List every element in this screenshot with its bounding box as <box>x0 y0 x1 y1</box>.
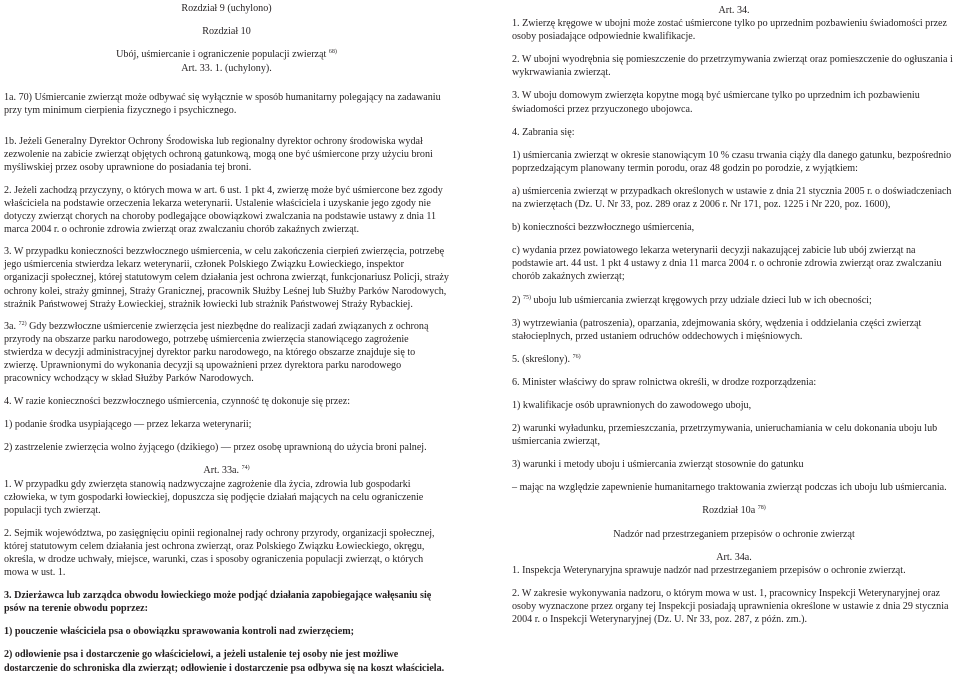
art-33-par-4-item-1: 1) podanie środka usypiającego — przez lekarza weterynarii; <box>4 419 252 431</box>
art-33a-par-3: 3. Dzierżawca lub zarządca obwodu łowieckiego może podjąć działania zapobiegające wałęsaniu się psów na terenie obwodu poprzez: <box>4 590 432 615</box>
art-33-par-4-item-2: 2) zastrzelenie zwierzęcia wolno żyjącego (dzikiego) — przez osobę uprawnioną do użycia broni palnej. <box>4 442 427 454</box>
art-34a-par-1: 1. Inspekcja Weterynaryjna sprawuje nadzór nad przestrzeganiem przepisów o ochronie zwierząt. <box>512 564 906 576</box>
art-34-par-6-item-3: 3) warunki i metody uboju i uśmiercania zwierząt stosownie do gatunku <box>512 459 804 471</box>
art-34-par-4-item-3: 3) wytrzewiania (patroszenia), oparzania, zdejmowania skóry, wędzenia i oddzielania części zwierząt stałocieplnych, przed ustaniem odruchów oddechowych i mięśniowych. <box>512 317 922 342</box>
art-33-par-3a: 3a. $^{72)}$ Gdy bezzwłoczne uśmiercenie zwierzęcia jest niezbędne do realizacji zadań związanych z ochroną przyrody na obszarze parku narodowego, potrzebę uśmiercenia zwierzęcia stanowiącego zagrożenie stwierdza w decyzji administracyjnej dyrektor parku narodowego, na którego obszarze znajduje się to zwierzę. Uprawnionymi do wykonania decyzji są upoważnieni przez dyrektora parku narodowego pracownicy wchodzący w skład Służby Parków Narodowych. <box>4 320 429 385</box>
footnote-ref: 76) <box>572 353 581 360</box>
art-34-par-4-item-c: c) wydania przez powiatowego lekarza weterynarii decyzji nakazującej zabicie lub ubój zwierząt na podstawie art. 44 ust. 1 pkt 4 ustawy z dnia 11 marca 2004 r. o ochronie zdrowia zwierząt oraz zwalczaniu chorób zakaźnych zwierząt; <box>512 245 942 283</box>
art-34-par-2: 2. W ubojni wyodrębnia się pomieszczenie do przetrzymywania zwierząt oraz pomieszczenie do ogłuszania i wykrwawiania zwierząt. <box>512 54 953 79</box>
art-34-par-6-item-2: 2) warunki wyładunku, przemieszczania, przetrzymywania, unieruchamiania w celu dokonania uboju lub uśmiercania zwierząt, <box>512 423 938 448</box>
right-column <box>512 0 956 626</box>
art-33-par-1b: 1b. Jeżeli Generalny Dyrektor Ochrony Środowiska lub regionalny dyrektor ochrony środowiska wydał zezwolenie na zabicie zwierząt objętych ochroną gatunkową, mogą one być uśmiercone przy użyciu broni myśliwskiej przez osoby uprawnione do posiadania tej broni. <box>4 135 433 173</box>
chapter-10a-heading: Rozdział 10a $^{78)}$ <box>702 505 766 517</box>
art-33-par-3: 3. W przypadku konieczności bezzwłocznego uśmiercenia, w celu zakończenia cierpień zwierzęcia, potrzebę jego uśmiercenia stwierdza lekarz weterynarii, członek Polskiego Związku Łowieckiego, inspektor organizacji społecznej, której statutowym celem działania jest ochrona zwierząt, funkcjonariusz Policji, straży ochrony kolei, straży gminnej, Straży Granicznej, pracownik Służby Leśnej lub Służby Parków Narodowych, strażnik Państwowej Straży Łowieckiej, strażnik łowiecki lub strażnik Państwowej Straży Rybackiej. <box>4 246 449 310</box>
art-33-heading: Art. 33. 1. (uchylony). <box>181 63 272 75</box>
art-34a-par-2: 2. W zakresie wykonywania nadzoru, o którym mowa w ust. 1, pracownicy Inspekcji Weterynaryjnej oraz osoby wyznaczone przez organy tej Inspekcji posiadają uprawnienia określone w ustawie z dnia 29 stycznia 2004 r. o Inspekcji Weterynaryjnej (Dz. U. Nr 33, poz. 287, z późn. zm.). <box>512 587 949 625</box>
art-34-par-1: 1. Zwierzę kręgowe w ubojni może zostać uśmiercone tylko po uprzednim pozbawieniu świadomości przez osoby posiadające odpowiednie kwalifikacje. <box>512 18 948 43</box>
art-33-par-2: 2. Jeżeli zachodzą przyczyny, o których mowa w art. 6 ust. 1 pkt 4, zwierzę może być uśmiercone bez zgody właściciela na podstawie orzeczenia lekarza weterynarii. Ustalenie właściciela i uzyskanie jego zgody nie dotyczy zwierząt chorych na choroby podlegające obowiązkowi zwalczania na podstawie ustawy z dnia 11 marca 2004 r. o ochronie zdrowia zwierząt oraz zwalczaniu chorób zakaźnych zwierząt. <box>4 184 443 236</box>
art-34-par-5: 5. (skreślony). $^{76)}$ <box>512 353 581 365</box>
art-33a-par-2: 2. Sejmik województwa, po zasięgnięciu opinii regionalnej rady ochrony przyrody, organizacji społecznej, której statutowym celem działania jest ochrona zwierząt, oraz Polskiego Związku Łowieckiego, okręgu, określa, w drodze uchwały, miejsce, warunki, czas i sposoby ograniczenia populacji zwierząt, o których mowa w ust. 1. <box>4 527 435 579</box>
art-34-par-4-item-2: 2) $^{75)}$ uboju lub uśmiercania zwierząt kręgowych przy udziale dzieci lub w ich obecności; <box>512 294 872 306</box>
art-34-par-3: 3. W uboju domowym zwierzęta kopytne mogą być uśmiercane tylko po uprzednim ich pozbawieniu świadomości przez przyuczonego ubojowca. <box>512 90 920 115</box>
art-34-par-6-item-1: 1) kwalifikacje osób uprawnionych do zawodowego uboju, <box>512 399 752 411</box>
footnote-ref: 74) <box>241 465 250 472</box>
art-34-heading: Art. 34. <box>718 5 750 16</box>
art-34-par-4-item-b: b) konieczności bezzwłocznego uśmiercenia, <box>512 222 695 234</box>
art-33-par-4: 4. W razie konieczności bezzwłocznego uśmiercenia, czynność tę dokonuje się przez: <box>4 396 351 408</box>
chapter-10-title: Ubój, uśmiercanie i ograniczenie populacji zwierząt $^{68)}$ <box>116 49 337 61</box>
art-33a-par-3-item-2: 2) odłowienie psa i dostarczenie go właścicielowi, a jeżeli ustalenie tej osoby nie jest możliwe dostarczenie do schroniska dla zwierząt; odłowienie i dostarczenie psa odbywa się na koszt właściciela. <box>4 649 445 674</box>
left-column <box>4 0 449 675</box>
art-34-par-6: 6. Minister właściwy do spraw rolnictwa określi, w drodze rozporządzenia: <box>512 376 817 388</box>
art-33a-par-1: 1. W przypadku gdy zwierzęta stanowią nadzwyczajne zagrożenie dla życia, zdrowia lub gospodarki człowieka, w tym gospodarki łowieckiej, dopuszcza się podjęcie działań mających na celu ograniczenie populacji tych zwierząt. <box>4 478 424 516</box>
footnote-ref: 68) <box>328 49 337 56</box>
chapter-10a-title: Nadzór nad przestrzeganiem przepisów o ochronie zwierząt <box>613 528 855 540</box>
art-33a-par-3-item-1: 1) pouczenie właściciela psa o obowiązku sprawowania kontroli nad zwierzęciem; <box>4 626 354 638</box>
art-34-par-4: 4. Zabrania się: <box>512 126 575 138</box>
art-34-par-4-item-a: a) uśmiercenia zwierząt w przypadkach określonych w ustawie z dnia 21 stycznia 2005 r. o doświadczeniach na zwierzętach (Dz. U. Nr 33, poz. 289 oraz z 2006 r. Nr 171, poz. 1225 i Nr 220, poz. 1600), <box>512 185 952 211</box>
art-34-par-4-item-1: 1) uśmiercania zwierząt w okresie stanowiącym 10 % czasu trwania ciąży dla danego gatunku, bezpośrednio poprzedzającym planowany termin porodu, oraz 48 godzin po porodzie, z wyjątkiem: <box>512 149 952 174</box>
art-34-par-6-closing: – mając na względzie zapewnienie humanitarnego traktowania zwierząt podczas ich uboju lub uśmiercania. <box>512 482 947 494</box>
art-33-par-1a: 1a. 70) Uśmiercanie zwierząt może odbywać się wyłącznie w sposób humanitarny polegający na zadawaniu przy tym minimum cierpienia fizycznego i psychicznego. <box>4 92 441 117</box>
chapter-9-heading: Rozdział 9 (uchylono) <box>181 3 272 14</box>
art-34a-heading: Art. 34a. <box>716 551 752 563</box>
footnote-ref: 72) <box>18 320 27 327</box>
chapter-10-heading: Rozdział 10 <box>202 26 251 38</box>
art-33a-heading: Art. 33a. $^{74)}$ <box>203 465 250 477</box>
footnote-ref: 75) <box>522 294 531 301</box>
footnote-ref: 78) <box>757 505 766 512</box>
